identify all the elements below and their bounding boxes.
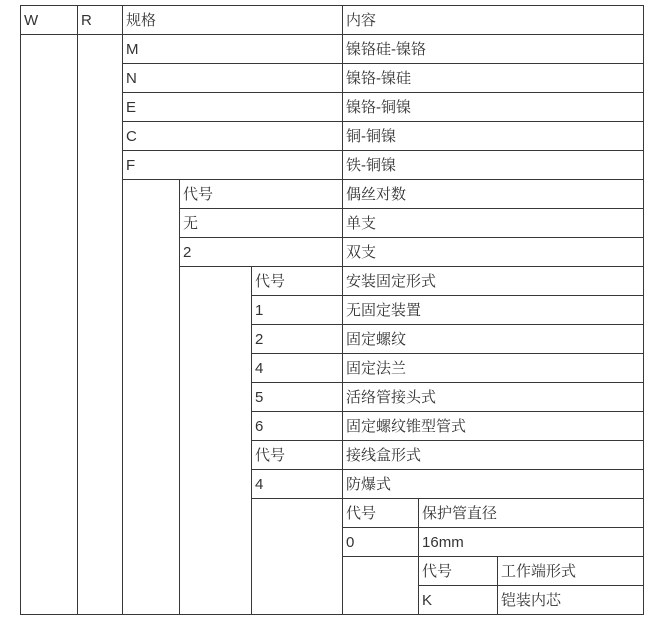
mount-content-cell: 安装固定形式 (343, 267, 644, 296)
header-row (21, 6, 644, 35)
thermocouple-spec-table (20, 5, 644, 615)
header-cell-w: W (21, 6, 78, 35)
mount-content-cell: 固定螺纹锥型管式 (343, 412, 644, 441)
mount-content-cell: 防爆式 (343, 470, 644, 499)
type-code-cell: C (123, 122, 343, 151)
table-row (21, 35, 644, 64)
mount-code-cell: 代号 (252, 441, 343, 470)
type-content-cell: 镍铬-铜镍 (343, 93, 644, 122)
tip-code-cell: 代号 (419, 557, 498, 586)
pair-code-cell: 代号 (180, 180, 343, 209)
w-column-spacer-cell (21, 35, 78, 615)
type-content-cell: 铜-铜镍 (343, 122, 644, 151)
spec-column-spacer-cell (123, 180, 180, 615)
type-code-cell: N (123, 64, 343, 93)
mount-content-cell: 无固定装置 (343, 296, 644, 325)
pair-code-cell: 2 (180, 238, 343, 267)
type-content-cell: 铁-铜镍 (343, 151, 644, 180)
tip-code-cell: K (419, 586, 498, 615)
type-content-cell: 镍铬-镍硅 (343, 64, 644, 93)
header-cell-spec: 规格 (123, 6, 343, 35)
mount-code-cell: 5 (252, 383, 343, 412)
mount-content-cell: 接线盒形式 (343, 441, 644, 470)
type-code-cell: E (123, 93, 343, 122)
pair-content-cell: 偶丝对数 (343, 180, 644, 209)
mount-code-cell: 6 (252, 412, 343, 441)
type-code-cell: M (123, 35, 343, 64)
mount-code-cell: 1 (252, 296, 343, 325)
tube-code-cell: 代号 (343, 499, 419, 528)
mount-content-cell: 固定螺纹 (343, 325, 644, 354)
tube-column-spacer-cell (343, 557, 419, 615)
mount-content-cell: 活络管接头式 (343, 383, 644, 412)
type-content-cell: 镍铬硅-镍铬 (343, 35, 644, 64)
pair-code-cell: 无 (180, 209, 343, 238)
type-code-cell: F (123, 151, 343, 180)
mount-code-cell: 4 (252, 470, 343, 499)
mount-code-cell: 代号 (252, 267, 343, 296)
header-cell-r: R (78, 6, 123, 35)
pair-column-spacer-cell (180, 267, 252, 615)
pair-content-cell: 单支 (343, 209, 644, 238)
r-column-spacer-cell (78, 35, 123, 615)
tube-content-cell: 保护管直径 (419, 499, 644, 528)
pair-content-cell: 双支 (343, 238, 644, 267)
tube-code-cell: 0 (343, 528, 419, 557)
tip-content-cell: 铠装内芯 (498, 586, 644, 615)
mount-content-cell: 固定法兰 (343, 354, 644, 383)
mount-column-spacer-cell (252, 499, 343, 615)
tube-content-cell: 16mm (419, 528, 644, 557)
tip-content-cell: 工作端形式 (498, 557, 644, 586)
mount-code-cell: 4 (252, 354, 343, 383)
mount-code-cell: 2 (252, 325, 343, 354)
header-cell-content: 内容 (343, 6, 644, 35)
